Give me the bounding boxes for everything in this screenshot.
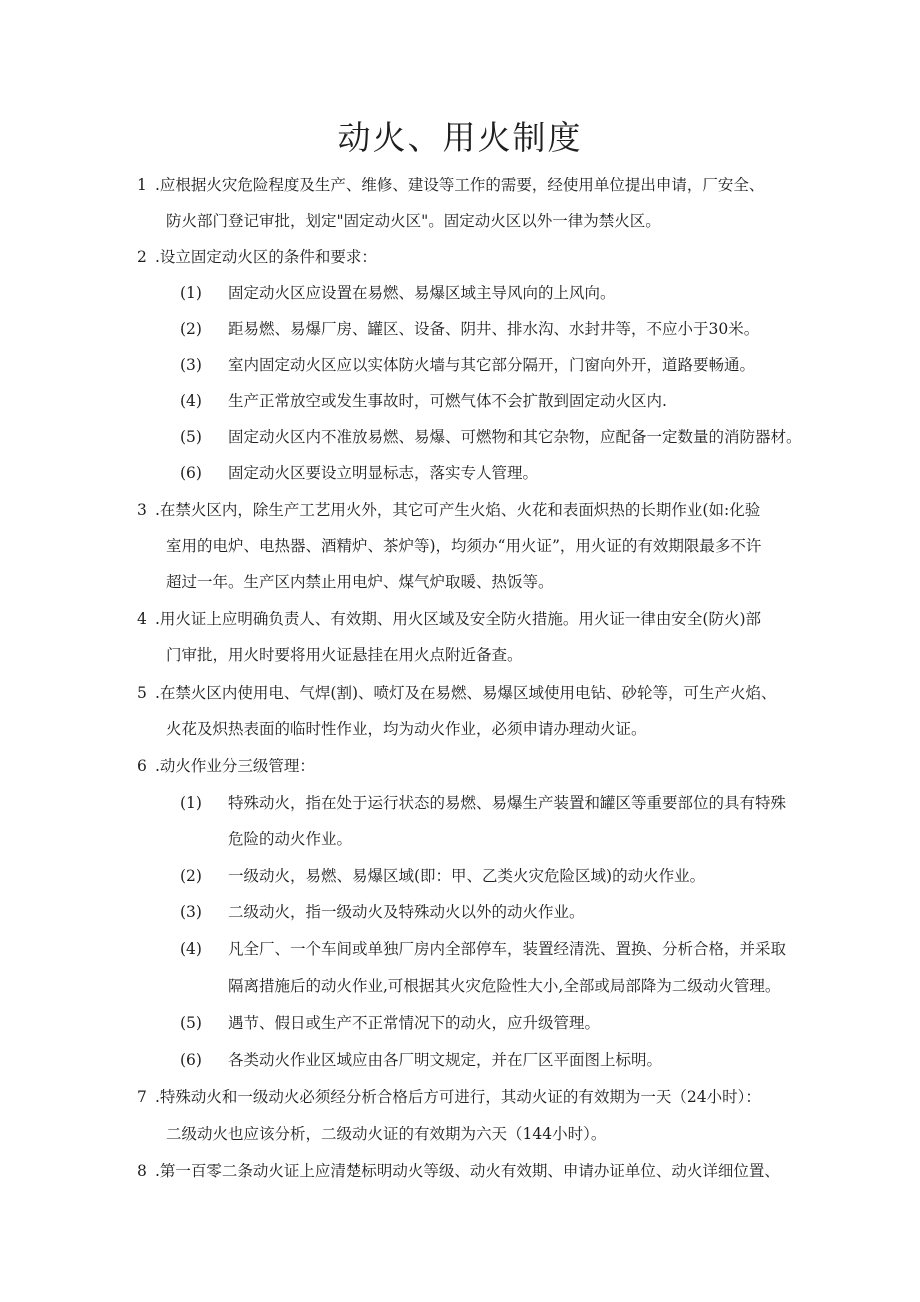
item-text: .设立固定动火区的条件和要求： — [155, 248, 377, 266]
item-text: .用火证上应明确负责人、有效期、用火区域及安全防火措施。用火证一律由安全(防火)部 — [155, 610, 762, 628]
sub-item-number: (1) — [180, 794, 202, 812]
sub-item-number: (2) — [180, 867, 202, 885]
sub-item-number: (4) — [180, 940, 202, 958]
item-number: 4 — [137, 610, 147, 628]
item-text: 室用的电炉、电热器、酒精炉、茶炉等)，均须办“用火证”，用火证的有效期限最多不许 — [166, 537, 762, 555]
item-number: 2 — [137, 248, 147, 266]
item-number: 5 — [137, 684, 147, 702]
item-text: 二级动火也应该分析，二级动火证的有效期为六天（144小时）。 — [166, 1125, 607, 1143]
sub-item-text: 一级动火，易燃、易爆区域(即：甲、乙类火灾危险区域)的动火作业。 — [228, 867, 706, 885]
item-number: 1 — [137, 176, 147, 194]
item-number: 7 — [137, 1088, 147, 1106]
item-text: 火花及炽热表面的临时性作业，均为动火作业，必须申请办理动火证。 — [166, 720, 647, 738]
sub-item-number: (2) — [180, 320, 202, 338]
sub-item-text: 距易燃、易爆厂房、罐区、设备、阴井、排水沟、水封井等，不应小于30米。 — [228, 320, 760, 338]
item-number: 3 — [137, 501, 147, 519]
sub-item-text: 遇节、假日或生产不正常情况下的动火，应升级管理。 — [228, 1014, 601, 1032]
sub-item-number: (3) — [180, 903, 202, 921]
item-text: 门审批，用火时要将用火证悬挂在用火点附近备查。 — [166, 646, 523, 664]
sub-item-text: 特殊动火，指在处于运行状态的易燃、易爆生产装置和罐区等重要部位的具有特殊 — [228, 794, 787, 812]
sub-item-number: (3) — [180, 356, 202, 374]
sub-item-text: 凡全厂、一个车间或单独厂房内全部停车，装置经清洗、置换、分析合格，并采取 — [228, 940, 787, 958]
sub-item-text: 二级动火，指一级动火及特殊动火以外的动火作业。 — [228, 903, 585, 921]
item-text: .动火作业分三级管理： — [155, 757, 315, 775]
sub-item-number: (5) — [180, 1014, 202, 1032]
item-text: .在禁火区内，除生产工艺用火外，其它可产生火焰、火花和表面炽热的长期作业(如:化验 — [155, 501, 761, 519]
sub-item-text: 生产正常放空或发生事故时，可燃气体不会扩散到固定动火区内. — [228, 392, 667, 410]
sub-item-number: (6) — [180, 464, 202, 482]
page-title: 动火、用火制度 — [337, 118, 583, 157]
sub-item-text: 各类动火作业区域应由各厂明文规定，并在厂区平面图上标明。 — [228, 1051, 663, 1069]
item-text: .第一百零二条动火证上应清楚标明动火等级、动火有效期、申请办证单位、动火详细位置、 — [155, 1162, 780, 1180]
item-number: 8 — [137, 1162, 147, 1180]
sub-item-text: 室内固定动火区应以实体防火墙与其它部分隔开，门窗向外开，道路要畅通。 — [228, 356, 756, 374]
item-number: 6 — [137, 757, 147, 775]
sub-item-text: 固定动火区应设置在易燃、易爆区域主导风向的上风向。 — [228, 284, 616, 302]
sub-item-number: (6) — [180, 1051, 202, 1069]
item-text: 防火部门登记审批，划定"固定动火区"。固定动火区以外一律为禁火区。 — [166, 212, 661, 230]
sub-item-text: 隔离措施后的动火作业,可根据其火灾危险性大小,全部或局部降为二级动火管理。 — [228, 977, 781, 995]
sub-item-number: (5) — [180, 428, 202, 446]
sub-item-number: (1) — [180, 284, 202, 302]
sub-item-text: 危险的动火作业。 — [228, 830, 353, 848]
sub-item-number: (4) — [180, 392, 202, 410]
sub-item-text: 固定动火区内不准放易燃、易爆、可燃物和其它杂物，应配备一定数量的消防器材。 — [228, 428, 802, 446]
item-text: .应根据火灾危险程度及生产、维修、建设等工作的需要，经使用单位提出申请，厂安全、 — [155, 176, 765, 194]
item-text: .在禁火区内使用电、气焊(割)、喷灯及在易燃、易爆区域使用电钻、砂轮等，可生产火焰、 — [155, 684, 777, 702]
sub-item-text: 固定动火区要设立明显标志，落实专人管理。 — [228, 464, 539, 482]
item-text: 超过一年。生产区内禁止用电炉、煤气炉取暖、热饭等。 — [166, 573, 554, 591]
item-text: .特殊动火和一级动火必须经分析合格后方可进行，其动火证的有效期为一天（24小时）： — [155, 1088, 761, 1106]
